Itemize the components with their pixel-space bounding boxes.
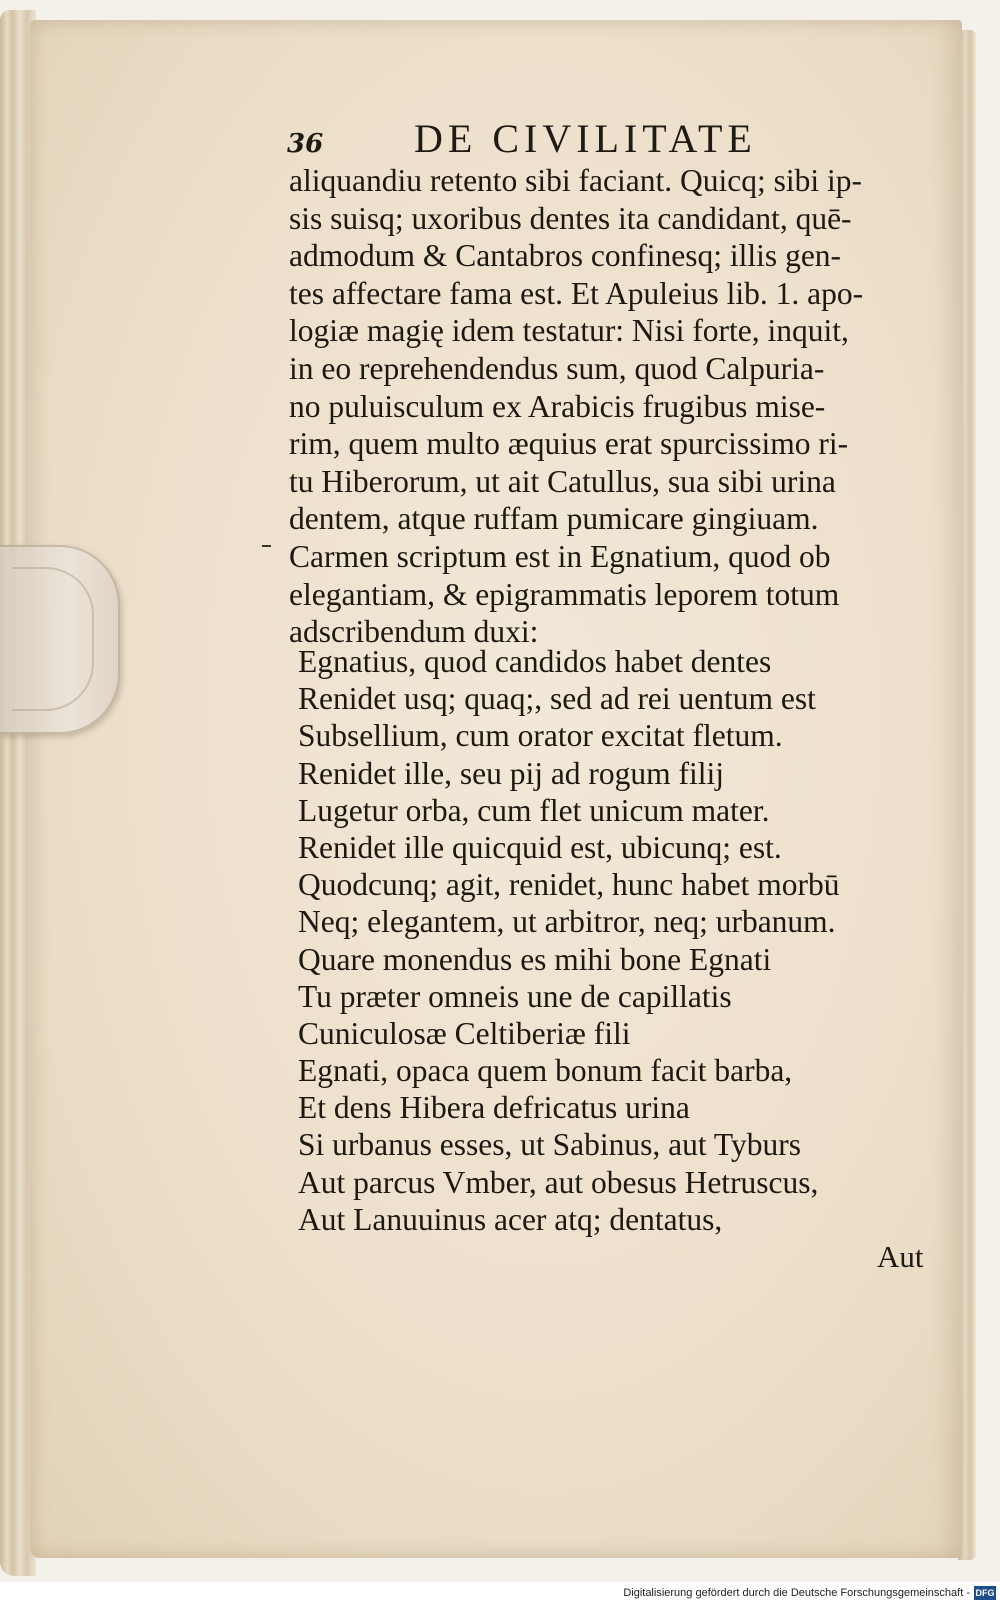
verse-line: Quare monendus es mihi bone Egnati (298, 941, 772, 977)
prose-line: rim, quem multo æquius erat spurcissimo ri- (289, 426, 849, 462)
footer-bar (0, 1582, 1000, 1606)
verse-line: Cuniculosæ Celtiberiæ fili (298, 1015, 631, 1051)
verse-line: Renidet usq; quaq;, sed ad rei uentum est (298, 681, 816, 717)
prose-line: dentem, atque ruffam pumicare gingiuam. (289, 501, 819, 537)
prose-line: Carmen scriptum est in Egnatium, quod ob (289, 538, 831, 574)
verse-line: Et dens Hibera defricatus urina (298, 1090, 690, 1126)
prose-line: tes affectare fama est. Et Apuleius lib. 1. apo- (289, 275, 864, 311)
verse-block (298, 643, 938, 1238)
prose-line: elegantiam, & epigrammatis leporem totum (289, 576, 840, 612)
prose-line: sis suisq; uxoribus dentes ita candidant, quē- (289, 200, 852, 236)
prose-block (289, 162, 929, 651)
verse-line: Egnati, opaca quem bonum facit barba, (298, 1053, 793, 1089)
running-title: DE CIVILITATE (414, 116, 757, 161)
verse-line: Aut Lanuuinus acer atq; dentatus, (298, 1201, 723, 1237)
catchword: Aut (877, 1239, 924, 1274)
verse-line: Egnatius, quod candidos habet dentes (298, 644, 772, 679)
verse-line: Quodcunq; agit, renidet, hunc habet morbū (298, 867, 840, 903)
book-clip (0, 545, 120, 734)
verse-line: Subsellium, cum orator excitat fletum. (298, 718, 783, 754)
prose-line: in eo reprehendendus sum, quod Calpuria- (289, 350, 825, 386)
prose-line: adscribendum duxi: (289, 614, 539, 650)
verse-line: Aut parcus Vmber, aut obesus Hetruscus, (298, 1164, 819, 1200)
margin-mark (262, 545, 271, 547)
prose-line: admodum & Cantabros confinesq; illis gen- (289, 238, 842, 274)
folio-number: 36 (287, 129, 324, 159)
prose-line: tu Hiberorum, ut ait Catullus, sua sibi urina (289, 463, 836, 499)
prose-line: aliquandiu retento sibi faciant. Quicq; sibi ip- (289, 163, 862, 198)
prose-line: logiæ magię idem testatur: Nisi forte, inquit, (289, 313, 849, 349)
page-header (287, 115, 927, 163)
verse-line: Neq; elegantem, ut arbitror, neq; urbanum. (298, 904, 836, 940)
book-clip-inner (12, 567, 94, 711)
footer-credit: Digitalisierung gefördert durch die Deutsche Forschungsgemeinschaft - (623, 1587, 970, 1599)
verse-line: Tu præter omneis une de capillatis (298, 978, 732, 1014)
verse-line: Lugetur orba, cum flet unicum mater. (298, 792, 770, 828)
dfg-logo: DFG (975, 1588, 995, 1598)
verse-line: Si urbanus esses, ut Sabinus, aut Tyburs (298, 1127, 801, 1163)
prose-line: no puluisculum ex Arabicis frugibus mise- (289, 388, 826, 424)
verse-line: Renidet ille, seu pij ad rogum filij (298, 755, 725, 791)
verse-line: Renidet ille quicquid est, ubicunq; est. (298, 829, 782, 865)
